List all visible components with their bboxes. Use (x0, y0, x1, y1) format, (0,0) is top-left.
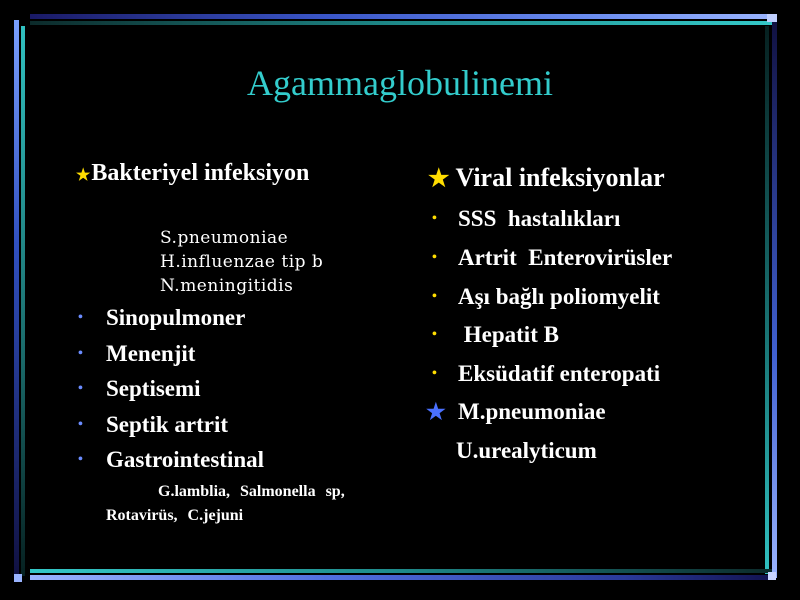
list-item (432, 284, 660, 310)
frame-corner (768, 572, 776, 580)
bullet-icon: • (78, 346, 83, 361)
list-item (78, 412, 229, 438)
organism-item: S.pneumoniae (160, 228, 289, 248)
list-item-label: Artrit Enterovirüsler (458, 245, 673, 270)
bullet-icon: • (78, 452, 83, 467)
right-heading (428, 163, 665, 193)
list-item (78, 376, 201, 402)
list-item (78, 341, 196, 367)
list-item-label: Septik artrit (106, 412, 229, 437)
list-item-label: Aşı bağlı poliomyelit (458, 284, 660, 309)
organism-item: N.meningitidis (160, 276, 294, 296)
frame-bar-bottom-inner (30, 569, 772, 573)
bullet-icon: • (432, 327, 437, 342)
frame-corner (14, 574, 22, 582)
list-item (78, 305, 246, 331)
list-item-label: SSS hastalıkları (458, 206, 621, 231)
list-item-label: Sinopulmoner (106, 305, 246, 330)
bullet-icon: • (432, 250, 437, 265)
bullet-icon: • (432, 366, 437, 381)
right-heading-text: Viral infeksiyonlar (455, 163, 665, 192)
bullet-icon: • (78, 310, 83, 325)
list-item-label: Gastrointestinal (106, 447, 265, 472)
organism-item: H.influenzae tip b (160, 252, 324, 272)
list-item (432, 322, 559, 348)
list-item-label: Hepatit B (458, 322, 559, 347)
bullet-icon: • (432, 211, 437, 226)
frame-bar-right-inner (765, 26, 769, 574)
left-heading (76, 160, 309, 187)
star-icon: ★ (428, 166, 450, 192)
bullet-icon: • (78, 417, 83, 432)
list-item-label: Eksüdatif enteropati (458, 361, 661, 386)
list-item (432, 361, 661, 387)
bullet-icon: • (432, 289, 437, 304)
star-icon: ★ (426, 399, 446, 424)
list-item-label: M.pneumoniae (458, 399, 606, 424)
frame-bar-left-inner (21, 26, 25, 576)
frame-bar-left (14, 20, 19, 580)
slide-title: Agammaglobulinemi (247, 63, 553, 103)
list-item-sub: U.urealyticum (456, 438, 597, 463)
left-heading-text: Bakteriyel infeksiyon (91, 160, 310, 186)
frame-bar-top-inner (30, 21, 772, 25)
frame-bar-bottom (30, 575, 772, 580)
star-icon: ★ (76, 167, 91, 184)
list-item (432, 206, 621, 232)
list-item-label: Menenjit (106, 341, 196, 366)
list-item (426, 399, 606, 425)
list-item-label: Septisemi (106, 376, 201, 401)
bullet-icon: • (78, 381, 83, 396)
frame-corner (767, 14, 777, 22)
list-item (432, 245, 673, 271)
pathogen-note: G.lamblia, Salmonella sp, Rotavirüs, C.jejuni (106, 483, 345, 524)
list-item (78, 447, 265, 473)
frame-bar-top (30, 14, 772, 19)
